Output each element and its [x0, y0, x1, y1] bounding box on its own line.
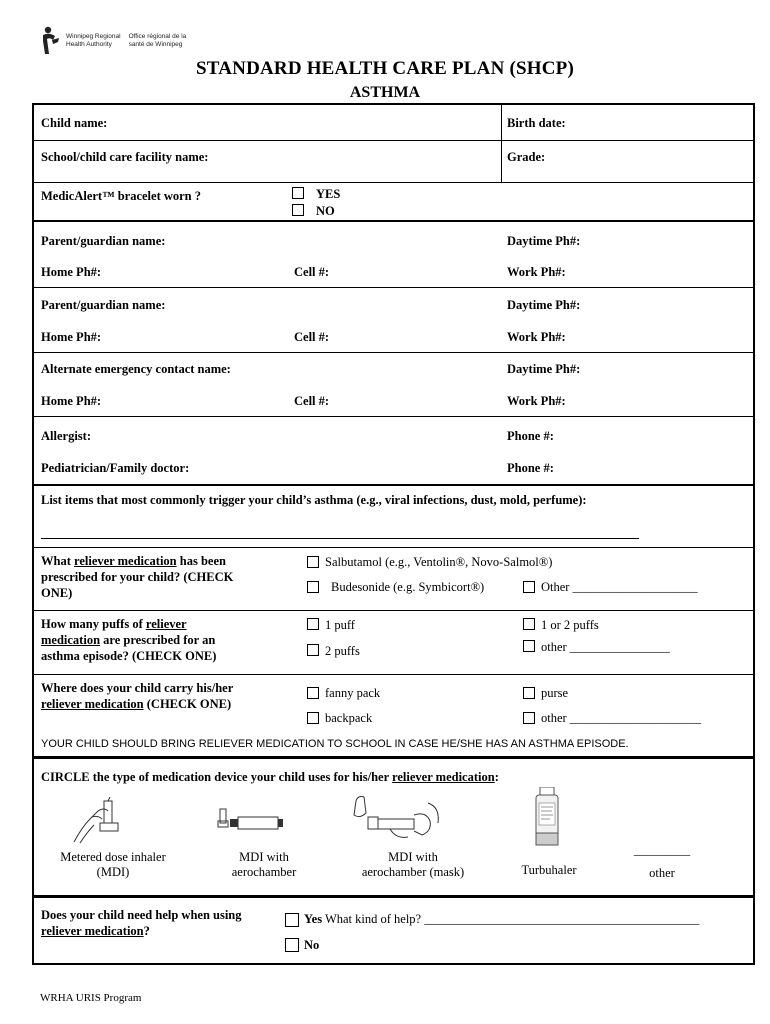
medicalert-no-checkbox[interactable]	[292, 204, 304, 216]
medicalert-no-label: NO	[316, 204, 335, 218]
device-question: CIRCLE the type of medication device your child uses for his/her reliever medication:	[41, 770, 499, 784]
contacts-section	[32, 220, 755, 486]
org-name-en: Winnipeg Regional Health Authority	[66, 33, 121, 48]
grade-label[interactable]: Grade:	[507, 150, 546, 164]
help-section: Does your child need help when using reliever medication? Yes What kind of help? ____________________________________________ No	[32, 896, 755, 965]
parent2-cell-label[interactable]: Cell #:	[294, 330, 330, 344]
reliever-other-label: Other ____________________	[541, 580, 698, 594]
page-title: STANDARD HEALTH CARE PLAN (SHCP)	[196, 58, 574, 79]
carry-other-checkbox[interactable]	[523, 712, 535, 724]
parent1-work-label[interactable]: Work Ph#:	[507, 265, 566, 279]
page-subtitle: ASTHMA	[349, 84, 421, 101]
pediatrician-label[interactable]: Pediatrician/Family doctor:	[41, 461, 190, 475]
puffs-other-checkbox[interactable]	[523, 640, 535, 652]
medicalert-yes-checkbox[interactable]	[292, 187, 304, 199]
turbuhaler-illustration[interactable]	[528, 787, 564, 847]
purse-checkbox[interactable]	[523, 687, 535, 699]
device-section	[32, 757, 755, 897]
salbutamol-label: Salbutamol (e.g., Ventolin®, Novo-Salmol®)	[325, 555, 553, 569]
parent1-cell-label[interactable]: Cell #:	[294, 265, 330, 279]
help-yes-label: Yes What kind of help? ____________________________________________	[304, 912, 700, 926]
turbuhaler-caption: Turbuhaler	[521, 863, 577, 877]
parent2-home-label[interactable]: Home Ph#:	[41, 330, 102, 344]
help-no-label: No	[304, 938, 320, 952]
aerochamber-illustration[interactable]	[216, 807, 286, 833]
carry-question: Where does your child carry his/her	[41, 681, 234, 695]
triggers-question: List items that most commonly trigger your child’s asthma (e.g., viral infections, dust, mold, perfume):	[41, 493, 587, 507]
reliever-question: What reliever medication has been	[41, 554, 226, 568]
device-other-blank[interactable]: _________	[633, 843, 691, 857]
aerochamber-mask-caption: MDI with aerochamber (mask)	[361, 850, 465, 879]
alternate-work-label[interactable]: Work Ph#:	[507, 394, 566, 408]
help-question: Does your child need help when using	[41, 908, 242, 922]
parent1-name-label[interactable]: Parent/guardian name:	[41, 234, 166, 248]
birth-date-label[interactable]: Birth date:	[507, 116, 566, 130]
one-or-two-puffs-label: 1 or 2 puffs	[541, 618, 599, 632]
footer-program: WRHA URIS Program	[40, 992, 142, 1004]
bring-medication-notice: YOUR CHILD SHOULD BRING RELIEVER MEDICATION TO SCHOOL IN CASE HE/SHE HAS AN ASTHMA EPISODE.	[41, 738, 629, 750]
backpack-label: backpack	[325, 711, 373, 725]
alternate-cell-label[interactable]: Cell #:	[294, 394, 330, 408]
allergist-label[interactable]: Allergist:	[41, 429, 91, 443]
two-puffs-checkbox[interactable]	[307, 644, 319, 656]
fanny-pack-checkbox[interactable]	[307, 687, 319, 699]
one-puff-label: 1 puff	[325, 618, 355, 632]
medicalert-label: MedicAlert™ bracelet worn ?	[41, 189, 202, 203]
medicalert-yes-label: YES	[316, 187, 341, 201]
wrha-logo	[40, 26, 186, 56]
two-puffs-label: 2 puffs	[325, 644, 360, 658]
aerochamber-mask-illustration[interactable]	[350, 793, 445, 843]
child-info-section	[32, 103, 755, 222]
pediatrician-phone-label[interactable]: Phone #:	[507, 461, 554, 475]
allergist-phone-label[interactable]: Phone #:	[507, 429, 554, 443]
backpack-checkbox[interactable]	[307, 712, 319, 724]
parent2-name-label[interactable]: Parent/guardian name:	[41, 298, 166, 312]
wrha-logo-icon	[40, 26, 62, 56]
mdi-illustration[interactable]	[64, 797, 134, 847]
puffs-other-label: other ________________	[541, 640, 670, 654]
fanny-pack-label: fanny pack	[325, 686, 381, 700]
org-name-fr: Office régional de la santé de Winnipeg	[128, 33, 187, 48]
help-no-checkbox[interactable]	[285, 938, 299, 952]
help-yes-checkbox[interactable]	[285, 913, 299, 927]
parent2-daytime-label[interactable]: Daytime Ph#:	[507, 298, 581, 312]
parent1-daytime-label[interactable]: Daytime Ph#:	[507, 234, 581, 248]
triggers-answer-line[interactable]	[41, 538, 639, 539]
salbutamol-checkbox[interactable]	[307, 556, 319, 568]
reliever-section: List items that most commonly trigger your child’s asthma (e.g., viral infections, dust, mold, perfume): What reliever medication has been prescribed for your child? (CHECK ONE) Salbutamol (e.g., Ventolin®, Novo-Salmol®) Budesonide (e.g. Symbicort®) Other ____________________ How many puffs of reliever medication are prescribed for an asthma episode? (CHECK ONE) 1 puff 1 or 2 puffs 2 puffs other ________________ Where does your child carry his/her reliever medication (CHECK ONE) fanny pack purse backpack other _____________________ YOUR CHILD SHOULD BRING RELIEVER MEDICATION TO SCHOOL IN CASE HE/SHE HAS AN ASTHMA EPISODE.	[32, 484, 755, 758]
carry-other-label: other _____________________	[541, 711, 702, 725]
mdi-caption: Metered dose inhaler (MDI)	[60, 850, 166, 879]
purse-label: purse	[541, 686, 569, 700]
reliever-other-checkbox[interactable]	[523, 581, 535, 593]
school-label[interactable]: School/child care facility name:	[41, 150, 209, 164]
child-name-label[interactable]: Child name:	[41, 116, 108, 130]
device-other-caption: other	[649, 866, 675, 880]
alternate-daytime-label[interactable]: Daytime Ph#:	[507, 362, 581, 376]
budesonide-label: Budesonide (e.g. Symbicort®)	[331, 580, 485, 594]
parent2-work-label[interactable]: Work Ph#:	[507, 330, 566, 344]
alternate-home-label[interactable]: Home Ph#:	[41, 394, 102, 408]
puffs-question: How many puffs of reliever	[41, 617, 187, 631]
aerochamber-caption: MDI with aerochamber	[231, 850, 297, 879]
one-or-two-puffs-checkbox[interactable]	[523, 618, 535, 630]
one-puff-checkbox[interactable]	[307, 618, 319, 630]
parent1-home-label[interactable]: Home Ph#:	[41, 265, 102, 279]
alternate-contact-label[interactable]: Alternate emergency contact name:	[41, 362, 231, 376]
budesonide-checkbox[interactable]	[307, 581, 319, 593]
